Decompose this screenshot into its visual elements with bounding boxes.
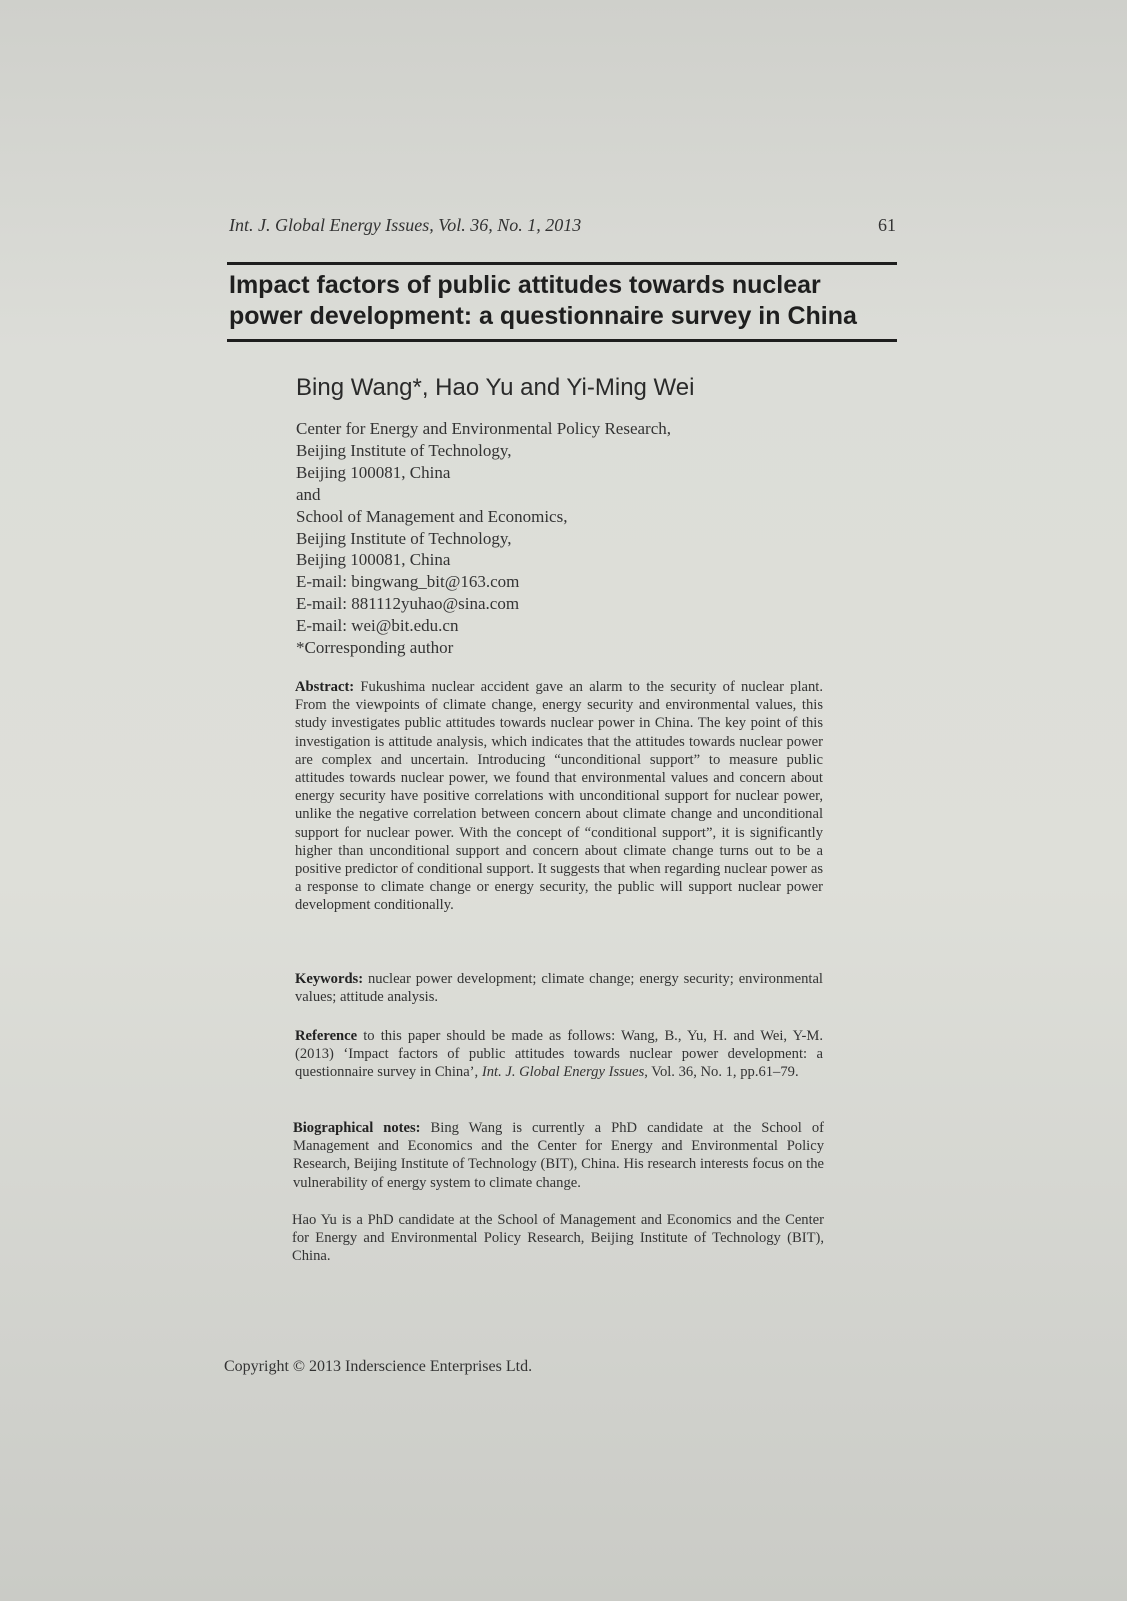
bio-label: Biographical notes: — [293, 1120, 421, 1136]
affiliation-line: Beijing Institute of Technology, — [296, 440, 512, 460]
paper-title: Impact factors of public attitudes towards nuclear power development: a questionnaire survey in China — [229, 271, 857, 330]
bio-paragraph-1 — [293, 1119, 824, 1192]
bio-text-1: Bing Wang is currently a PhD candidate at the School of Management and Economics and the Center for Energy and Environmental Policy Research, Beijing Institute of Technology (BIT), China. His research interests focus on the vulnerability of energy system to climate change. — [293, 1120, 824, 1191]
keywords-label: Keywords: — [295, 971, 364, 987]
keywords-paragraph — [295, 970, 823, 1006]
corresponding-author-note: *Corresponding author — [296, 638, 454, 658]
page-number: 61 — [878, 215, 896, 235]
abstract-text: Fukushima nuclear accident gave an alarm to the security of nuclear plant. From the viewpoints of climate change, energy security and environmental values, this study investigates public attitudes towards nuclear power in China. The key point of this investigation is attitude analysis, which indicates that the attitudes towards nuclear power are complex and uncertain. Introducing “unconditional support” to measure public attitudes towards nuclear power, we found that environmental values and concern about energy security have positive correlations with unconditional support for nuclear power, unlike the negative correlation between concern about climate change and unconditional support for nuclear power. With the concept of “conditional support”, it is significantly higher than unconditional support and concern about climate change turns out to be a positive predictor of conditional support. It suggests that when regarding nuclear power as a response to climate change or energy security, the public will support nuclear power development conditionally. — [295, 679, 823, 914]
abstract-label: Abstract: — [295, 679, 355, 695]
title-rule-bottom — [227, 339, 897, 342]
reference-paragraph — [295, 1027, 823, 1082]
email-line: E-mail: 881112yuhao@sina.com — [296, 594, 520, 614]
affiliation-line: Beijing 100081, China — [296, 550, 451, 570]
reference-text-end: , Vol. 36, No. 1, pp.61–79. — [644, 1064, 799, 1081]
title-rule-top — [227, 262, 897, 265]
affiliation-block — [296, 418, 671, 659]
bio-paragraph-2: Hao Yu is a PhD candidate at the School of Management and Economics and the Center for Energy and Environmental Policy Research, Beijing Institute of Technology (BIT), China. — [292, 1212, 824, 1265]
author-list: Bing Wang*, Hao Yu and Yi-Ming Wei — [296, 374, 695, 401]
reference-text: to this paper should be made as follows: Wang, B., Yu, H. and Wei, Y-M. (2013) ‘Impact factors of public attitudes towards nuclear power development: a questionnaire survey in China’, — [295, 1028, 824, 1081]
affiliation-line: Center for Energy and Environmental Policy Research, — [296, 419, 671, 438]
affiliation-line: Beijing Institute of Technology, — [296, 528, 512, 548]
reference-label: Reference — [295, 1028, 358, 1044]
affiliation-line: and — [296, 484, 321, 504]
email-line: E-mail: bingwang_bit@163.com — [296, 572, 520, 592]
running-head — [229, 215, 896, 241]
affiliation-line: Beijing 100081, China — [296, 462, 451, 482]
copyright-notice: Copyright © 2013 Inderscience Enterprises Ltd. — [224, 1358, 533, 1375]
reference-journal: Int. J. Global Energy Issues — [481, 1064, 645, 1081]
affiliation-line: School of Management and Economics, — [296, 506, 568, 526]
email-line: E-mail: wei@bit.edu.cn — [296, 616, 459, 636]
keywords-text: nuclear power development; climate change; energy security; environmental values; attitude analysis. — [295, 971, 823, 1006]
abstract-paragraph — [295, 678, 823, 915]
journal-citation: Int. J. Global Energy Issues, Vol. 36, No. 1, 2013 — [229, 215, 582, 235]
